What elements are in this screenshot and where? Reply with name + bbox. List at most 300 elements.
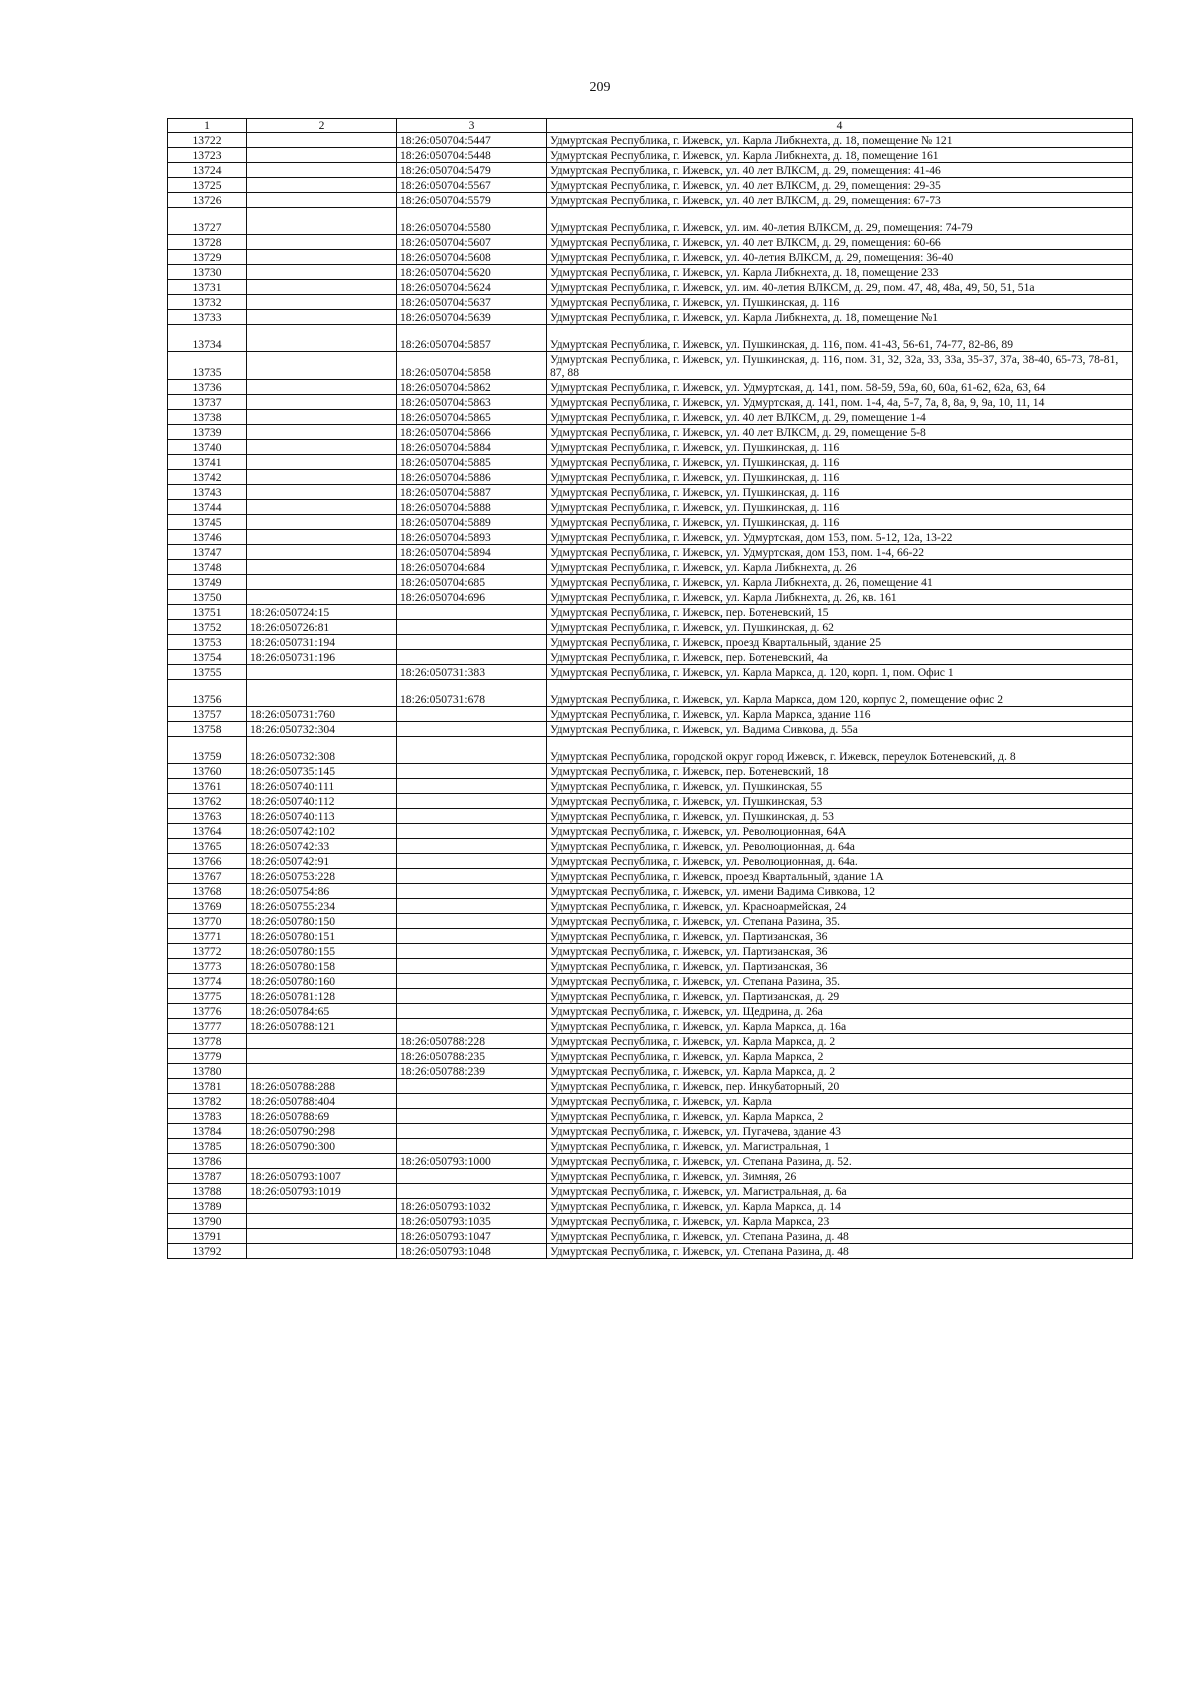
address-cell: Удмуртская Республика, г. Ижевск, ул. Карла Маркса, 2 <box>547 1049 1133 1064</box>
row-number-cell: 13762 <box>168 794 247 809</box>
cadastral-number-cell: 18:26:050704:685 <box>397 575 547 590</box>
table-row <box>168 325 1133 352</box>
cadastral-number-cell <box>397 914 547 929</box>
cadastral-number-cell <box>397 1169 547 1184</box>
address-cell: Удмуртская Республика, г. Ижевск, ул. Щедрина, д. 26а <box>547 1004 1133 1019</box>
row-number-cell: 13757 <box>168 707 247 722</box>
address-cell: Удмуртская Республика, г. Ижевск, ул. им. 40-летия ВЛКСМ, д. 29, пом. 47, 48, 48а, 49, 50, 51, 51а <box>547 280 1133 295</box>
row-number-cell: 13743 <box>168 485 247 500</box>
cadastral-number-cell: 18:26:050793:1032 <box>397 1199 547 1214</box>
row-number-cell: 13744 <box>168 500 247 515</box>
row-number-cell: 13724 <box>168 163 247 178</box>
row-number-cell: 13741 <box>168 455 247 470</box>
row-number-cell: 13735 <box>168 352 247 380</box>
address-cell: Удмуртская Республика, г. Ижевск, ул. 40 лет ВЛКСМ, д. 29, помещения: 41-46 <box>547 163 1133 178</box>
row-number-cell: 13778 <box>168 1034 247 1049</box>
cadastral-number-cell <box>397 839 547 854</box>
table-row <box>168 944 1133 959</box>
address-cell: Удмуртская Республика, г. Ижевск, ул. 40 лет ВЛКСМ, д. 29, помещение 1-4 <box>547 410 1133 425</box>
cadastral-number-cell <box>247 680 397 707</box>
cadastral-number-cell: 18:26:050788:235 <box>397 1049 547 1064</box>
column-header: 2 <box>247 119 397 133</box>
cadastral-number-cell: 18:26:050704:5580 <box>397 208 547 235</box>
cadastral-number-cell: 18:26:050704:5887 <box>397 485 547 500</box>
row-number-cell: 13731 <box>168 280 247 295</box>
cadastral-number-cell: 18:26:050704:696 <box>397 590 547 605</box>
row-number-cell: 13781 <box>168 1079 247 1094</box>
address-cell: Удмуртская Республика, г. Ижевск, ул. Пушкинская, д. 116 <box>547 470 1133 485</box>
table-row <box>168 440 1133 455</box>
row-number-cell: 13776 <box>168 1004 247 1019</box>
row-number-cell: 13730 <box>168 265 247 280</box>
row-number-cell: 13787 <box>168 1169 247 1184</box>
address-cell: Удмуртская Республика, г. Ижевск, ул. 40 лет ВЛКСМ, д. 29, помещения: 67-73 <box>547 193 1133 208</box>
address-cell: Удмуртская Республика, г. Ижевск, ул. Пушкинская, д. 116 <box>547 440 1133 455</box>
cadastral-number-cell: 18:26:050704:5639 <box>397 310 547 325</box>
table-row <box>168 707 1133 722</box>
address-cell: Удмуртская Республика, г. Ижевск, ул. Партизанская, 36 <box>547 959 1133 974</box>
table-body <box>168 133 1133 1259</box>
row-number-cell: 13725 <box>168 178 247 193</box>
cadastral-number-cell <box>397 737 547 764</box>
address-cell: Удмуртская Республика, г. Ижевск, ул. Карла <box>547 1094 1133 1109</box>
table-row <box>168 914 1133 929</box>
row-number-cell: 13754 <box>168 650 247 665</box>
row-number-cell: 13785 <box>168 1139 247 1154</box>
cadastral-number-cell <box>247 560 397 575</box>
table-row <box>168 1184 1133 1199</box>
cadastral-number-cell <box>247 500 397 515</box>
cadastral-number-cell <box>397 650 547 665</box>
row-number-cell: 13739 <box>168 425 247 440</box>
cadastral-number-cell: 18:26:050788:228 <box>397 1034 547 1049</box>
cadastral-number-cell: 18:26:050755:234 <box>247 899 397 914</box>
cadastral-number-cell <box>247 485 397 500</box>
address-cell: Удмуртская Республика, г. Ижевск, ул. Пушкинская, 53 <box>547 794 1133 809</box>
cadastral-number-cell <box>397 809 547 824</box>
table-row <box>168 1109 1133 1124</box>
table-row <box>168 485 1133 500</box>
address-cell: Удмуртская Республика, г. Ижевск, ул. Степана Разина, 35. <box>547 914 1133 929</box>
address-cell: Удмуртская Республика, г. Ижевск, ул. Карла Маркса, д. 2 <box>547 1034 1133 1049</box>
address-cell: Удмуртская Республика, г. Ижевск, ул. Степана Разина, д. 52. <box>547 1154 1133 1169</box>
address-cell: Удмуртская Республика, г. Ижевск, ул. Степана Разина, 35. <box>547 974 1133 989</box>
row-number-cell: 13734 <box>168 325 247 352</box>
address-cell: Удмуртская Республика, г. Ижевск, ул. им. 40-летия ВЛКСМ, д. 29, помещения: 74-79 <box>547 208 1133 235</box>
cadastral-number-cell <box>247 1229 397 1244</box>
cadastral-number-cell: 18:26:050704:5894 <box>397 545 547 560</box>
row-number-cell: 13770 <box>168 914 247 929</box>
cadastral-number-cell <box>247 470 397 485</box>
address-cell: Удмуртская Республика, г. Ижевск, ул. Карла Маркса, д. 120, корп. 1, пом. Офис 1 <box>547 665 1133 680</box>
row-number-cell: 13777 <box>168 1019 247 1034</box>
cadastral-number-cell: 18:26:050704:5863 <box>397 395 547 410</box>
address-cell: Удмуртская Республика, г. Ижевск, ул. Карла Маркса, д. 14 <box>547 1199 1133 1214</box>
page-number: 209 <box>589 80 611 95</box>
address-cell: Удмуртская Республика, г. Ижевск, ул. Карла Либкнехта, д. 26 <box>547 560 1133 575</box>
row-number-cell: 13782 <box>168 1094 247 1109</box>
cadastral-number-cell <box>397 779 547 794</box>
table-row <box>168 265 1133 280</box>
table-row <box>168 1139 1133 1154</box>
address-cell: Удмуртская Республика, г. Ижевск, ул. Революционная, д. 64а <box>547 839 1133 854</box>
row-number-cell: 13752 <box>168 620 247 635</box>
cadastral-number-cell: 18:26:050788:121 <box>247 1019 397 1034</box>
row-number-cell: 13790 <box>168 1214 247 1229</box>
address-cell: Удмуртская Республика, г. Ижевск, ул. Степана Разина, д. 48 <box>547 1244 1133 1259</box>
table-row <box>168 470 1133 485</box>
row-number-cell: 13789 <box>168 1199 247 1214</box>
table-row <box>168 380 1133 395</box>
cadastral-number-cell <box>397 884 547 899</box>
cadastral-number-cell: 18:26:050788:239 <box>397 1064 547 1079</box>
row-number-cell: 13786 <box>168 1154 247 1169</box>
cadastral-number-cell <box>247 440 397 455</box>
address-cell: Удмуртская Республика, г. Ижевск, ул. 40 лет ВЛКСМ, д. 29, помещение 5-8 <box>547 425 1133 440</box>
row-number-cell: 13792 <box>168 1244 247 1259</box>
cadastral-number-cell: 18:26:050704:5884 <box>397 440 547 455</box>
row-number-cell: 13751 <box>168 605 247 620</box>
row-number-cell: 13774 <box>168 974 247 989</box>
table-row <box>168 590 1133 605</box>
row-number-cell: 13723 <box>168 148 247 163</box>
table-row <box>168 575 1133 590</box>
table-row <box>168 310 1133 325</box>
cadastral-number-cell <box>397 1184 547 1199</box>
address-cell: Удмуртская Республика, г. Ижевск, ул. Магистральная, 1 <box>547 1139 1133 1154</box>
cadastral-number-cell: 18:26:050740:112 <box>247 794 397 809</box>
cadastral-number-cell: 18:26:050704:5889 <box>397 515 547 530</box>
cadastral-number-cell: 18:26:050788:69 <box>247 1109 397 1124</box>
cadastral-number-cell <box>247 163 397 178</box>
cadastral-number-cell: 18:26:050784:65 <box>247 1004 397 1019</box>
address-cell: Удмуртская Республика, г. Ижевск, ул. Пугачева, здание 43 <box>547 1124 1133 1139</box>
row-number-cell: 13728 <box>168 235 247 250</box>
row-number-cell: 13756 <box>168 680 247 707</box>
table-row <box>168 410 1133 425</box>
cadastral-number-cell <box>247 352 397 380</box>
address-cell: Удмуртская Республика, г. Ижевск, ул. Партизанская, 36 <box>547 944 1133 959</box>
address-cell: Удмуртская Республика, г. Ижевск, ул. Революционная, д. 64а. <box>547 854 1133 869</box>
cadastral-number-cell: 18:26:050704:684 <box>397 560 547 575</box>
address-cell: Удмуртская Республика, г. Ижевск, ул. Пушкинская, д. 53 <box>547 809 1133 824</box>
cadastral-number-cell <box>247 1244 397 1259</box>
cadastral-number-cell <box>247 410 397 425</box>
cadastral-number-cell <box>397 722 547 737</box>
row-number-cell: 13732 <box>168 295 247 310</box>
cadastral-number-cell: 18:26:050704:5862 <box>397 380 547 395</box>
table-row <box>168 605 1133 620</box>
table-row <box>168 1094 1133 1109</box>
cadastral-number-cell <box>247 1214 397 1229</box>
table-row <box>168 665 1133 680</box>
address-cell: Удмуртская Республика, г. Ижевск, пер. Инкубаторный, 20 <box>547 1079 1133 1094</box>
cadastral-number-cell: 18:26:050704:5447 <box>397 133 547 148</box>
row-number-cell: 13749 <box>168 575 247 590</box>
cadastral-number-cell: 18:26:050704:5857 <box>397 325 547 352</box>
cadastral-number-cell: 18:26:050704:5479 <box>397 163 547 178</box>
row-number-cell: 13769 <box>168 899 247 914</box>
address-cell: Удмуртская Республика, г. Ижевск, ул. Удмуртская, дом 153, пом. 1-4, 66-22 <box>547 545 1133 560</box>
row-number-cell: 13791 <box>168 1229 247 1244</box>
cadastral-number-cell: 18:26:050780:155 <box>247 944 397 959</box>
row-number-cell: 13737 <box>168 395 247 410</box>
table-row <box>168 1049 1133 1064</box>
table-row <box>168 395 1133 410</box>
table-row <box>168 1199 1133 1214</box>
table-row <box>168 722 1133 737</box>
cadastral-number-cell <box>397 635 547 650</box>
address-cell: Удмуртская Республика, г. Ижевск, ул. Карла Либкнехта, д. 18, помещение 161 <box>547 148 1133 163</box>
cadastral-number-cell <box>247 455 397 470</box>
cadastral-number-cell <box>397 764 547 779</box>
table-row <box>168 635 1133 650</box>
cadastral-number-cell <box>397 974 547 989</box>
cadastral-number-cell: 18:26:050732:308 <box>247 737 397 764</box>
table-row <box>168 680 1133 707</box>
cadastral-number-cell: 18:26:050704:5607 <box>397 235 547 250</box>
cadastral-number-cell <box>397 794 547 809</box>
table-row <box>168 545 1133 560</box>
table-row <box>168 133 1133 148</box>
cadastral-number-cell <box>397 1139 547 1154</box>
cadastral-number-cell: 18:26:050732:304 <box>247 722 397 737</box>
address-cell: Удмуртская Республика, г. Ижевск, ул. Карла Маркса, здание 116 <box>547 707 1133 722</box>
table-row <box>168 500 1133 515</box>
cadastral-number-cell <box>247 295 397 310</box>
cadastral-number-cell <box>247 148 397 163</box>
row-number-cell: 13788 <box>168 1184 247 1199</box>
row-number-cell: 13779 <box>168 1049 247 1064</box>
cadastral-number-cell <box>247 380 397 395</box>
table-row <box>168 854 1133 869</box>
cadastral-number-cell <box>247 425 397 440</box>
cadastral-number-cell: 18:26:050704:5567 <box>397 178 547 193</box>
table-row <box>168 779 1133 794</box>
table-row <box>168 280 1133 295</box>
cadastral-number-cell: 18:26:050740:113 <box>247 809 397 824</box>
row-number-cell: 13783 <box>168 1109 247 1124</box>
table-row <box>168 1214 1133 1229</box>
address-cell: Удмуртская Республика, г. Ижевск, ул. Степана Разина, д. 48 <box>547 1229 1133 1244</box>
cadastral-number-cell: 18:26:050793:1047 <box>397 1229 547 1244</box>
cadastral-number-cell <box>247 1049 397 1064</box>
row-number-cell: 13765 <box>168 839 247 854</box>
row-number-cell: 13772 <box>168 944 247 959</box>
address-cell: Удмуртская Республика, г. Ижевск, ул. Революционная, 64А <box>547 824 1133 839</box>
cadastral-number-cell <box>397 1079 547 1094</box>
address-cell: Удмуртская Республика, г. Ижевск, ул. Пушкинская, д. 116 <box>547 485 1133 500</box>
cadastral-number-cell: 18:26:050780:160 <box>247 974 397 989</box>
table-row <box>168 650 1133 665</box>
header-row <box>168 119 1133 133</box>
address-cell: Удмуртская Республика, г. Ижевск, ул. Пушкинская, д. 116, пом. 41-43, 56-61, 74-77, 82-86, 89 <box>547 325 1133 352</box>
cadastral-number-cell: 18:26:050704:5608 <box>397 250 547 265</box>
cadastral-number-cell: 18:26:050704:5448 <box>397 148 547 163</box>
table-row <box>168 295 1133 310</box>
address-cell: Удмуртская Республика, г. Ижевск, ул. Карла Либкнехта, д. 18, помещение № 121 <box>547 133 1133 148</box>
row-number-cell: 13761 <box>168 779 247 794</box>
table-row <box>168 208 1133 235</box>
address-cell: Удмуртская Республика, г. Ижевск, ул. Карла Маркса, д. 16а <box>547 1019 1133 1034</box>
cadastral-number-cell <box>247 1064 397 1079</box>
cadastral-number-cell: 18:26:050788:288 <box>247 1079 397 1094</box>
table-row <box>168 1079 1133 1094</box>
row-number-cell: 13738 <box>168 410 247 425</box>
cadastral-number-cell: 18:26:050780:150 <box>247 914 397 929</box>
table-row <box>168 1004 1133 1019</box>
row-number-cell: 13750 <box>168 590 247 605</box>
address-cell: Удмуртская Республика, г. Ижевск, ул. Карла Либкнехта, д. 18, помещение №1 <box>547 310 1133 325</box>
table-row <box>168 235 1133 250</box>
cadastral-number-cell: 18:26:050742:102 <box>247 824 397 839</box>
cadastral-number-cell <box>247 395 397 410</box>
cadastral-number-cell: 18:26:050790:298 <box>247 1124 397 1139</box>
table-row <box>168 824 1133 839</box>
table-row <box>168 1019 1133 1034</box>
cadastral-number-cell <box>397 1109 547 1124</box>
cadastral-number-cell <box>397 1124 547 1139</box>
address-cell: Удмуртская Республика, г. Ижевск, ул. Карла Либкнехта, д. 26, помещение 41 <box>547 575 1133 590</box>
cadastral-number-cell <box>247 193 397 208</box>
cadastral-number-cell: 18:26:050731:196 <box>247 650 397 665</box>
cadastral-number-cell <box>397 605 547 620</box>
cadastral-number-cell <box>397 1004 547 1019</box>
table-row <box>168 178 1133 193</box>
address-cell: Удмуртская Республика, г. Ижевск, пер. Ботеневский, 18 <box>547 764 1133 779</box>
cadastral-number-cell <box>247 310 397 325</box>
table-row <box>168 1244 1133 1259</box>
row-number-cell: 13771 <box>168 929 247 944</box>
table-row <box>168 1064 1133 1079</box>
address-cell: Удмуртская Республика, г. Ижевск, ул. 40-летия ВЛКСМ, д. 29, помещения: 36-40 <box>547 250 1133 265</box>
cadastral-number-cell: 18:26:050780:151 <box>247 929 397 944</box>
row-number-cell: 13729 <box>168 250 247 265</box>
address-cell: Удмуртская Республика, г. Ижевск, ул. имени Вадима Сивкова, 12 <box>547 884 1133 899</box>
column-header: 1 <box>168 119 247 133</box>
column-header: 4 <box>547 119 1133 133</box>
cadastral-number-cell: 18:26:050731:194 <box>247 635 397 650</box>
address-cell: Удмуртская Республика, г. Ижевск, ул. Карла Либкнехта, д. 18, помещение 233 <box>547 265 1133 280</box>
cadastral-number-cell: 18:26:050731:760 <box>247 707 397 722</box>
cadastral-number-cell: 18:26:050754:86 <box>247 884 397 899</box>
cadastral-number-cell: 18:26:050735:145 <box>247 764 397 779</box>
cadastral-number-cell: 18:26:050704:5637 <box>397 295 547 310</box>
row-number-cell: 13767 <box>168 869 247 884</box>
cadastral-number-cell <box>247 1154 397 1169</box>
table-row <box>168 899 1133 914</box>
cadastral-number-cell <box>397 959 547 974</box>
cadastral-number-cell <box>247 530 397 545</box>
table-row <box>168 764 1133 779</box>
row-number-cell: 13727 <box>168 208 247 235</box>
cadastral-number-cell <box>397 899 547 914</box>
row-number-cell: 13726 <box>168 193 247 208</box>
cadastral-number-cell: 18:26:050788:404 <box>247 1094 397 1109</box>
cadastral-number-cell: 18:26:050742:91 <box>247 854 397 869</box>
row-number-cell: 13768 <box>168 884 247 899</box>
table-row <box>168 959 1133 974</box>
address-cell: Удмуртская Республика, г. Ижевск, ул. Карла Маркса, 23 <box>547 1214 1133 1229</box>
table-row <box>168 530 1133 545</box>
address-cell: Удмуртская Республика, городской округ город Ижевск, г. Ижевск, переулок Ботеневский, д. 8 <box>547 737 1133 764</box>
address-cell: Удмуртская Республика, г. Ижевск, ул. Пушкинская, д. 116 <box>547 515 1133 530</box>
cadastral-number-cell: 18:26:050704:5858 <box>397 352 547 380</box>
cadastral-number-cell <box>247 280 397 295</box>
cadastral-number-cell <box>247 250 397 265</box>
table-row <box>168 839 1133 854</box>
row-number-cell: 13758 <box>168 722 247 737</box>
cadastral-number-cell <box>247 265 397 280</box>
row-number-cell: 13759 <box>168 737 247 764</box>
row-number-cell: 13736 <box>168 380 247 395</box>
cadastral-number-cell: 18:26:050731:678 <box>397 680 547 707</box>
row-number-cell: 13766 <box>168 854 247 869</box>
table-row <box>168 929 1133 944</box>
cadastral-number-cell <box>397 854 547 869</box>
cadastral-number-cell: 18:26:050793:1035 <box>397 1214 547 1229</box>
cadastral-number-cell <box>247 575 397 590</box>
cadastral-number-cell: 18:26:050753:228 <box>247 869 397 884</box>
address-cell: Удмуртская Республика, г. Ижевск, проезд Квартальный, здание 1А <box>547 869 1133 884</box>
row-number-cell: 13760 <box>168 764 247 779</box>
cadastral-number-cell: 18:26:050704:5885 <box>397 455 547 470</box>
table-row <box>168 809 1133 824</box>
row-number-cell: 13773 <box>168 959 247 974</box>
row-number-cell: 13780 <box>168 1064 247 1079</box>
address-cell: Удмуртская Республика, г. Ижевск, пер. Ботеневский, 15 <box>547 605 1133 620</box>
table-row <box>168 1169 1133 1184</box>
table-row <box>168 515 1133 530</box>
address-cell: Удмуртская Республика, г. Ижевск, ул. Зимняя, 26 <box>547 1169 1133 1184</box>
row-number-cell: 13753 <box>168 635 247 650</box>
address-cell: Удмуртская Республика, г. Ижевск, ул. Карла Маркса, 2 <box>547 1109 1133 1124</box>
cadastral-number-cell: 18:26:050704:5886 <box>397 470 547 485</box>
table-row <box>168 1124 1133 1139</box>
row-number-cell: 13745 <box>168 515 247 530</box>
table-row <box>168 560 1133 575</box>
address-cell: Удмуртская Республика, г. Ижевск, ул. Пушкинская, 55 <box>547 779 1133 794</box>
registry-table <box>167 118 1133 1259</box>
row-number-cell: 13722 <box>168 133 247 148</box>
address-cell: Удмуртская Республика, г. Ижевск, ул. Пушкинская, д. 116 <box>547 455 1133 470</box>
cadastral-number-cell: 18:26:050704:5579 <box>397 193 547 208</box>
table-row <box>168 989 1133 1004</box>
table-row <box>168 455 1133 470</box>
cadastral-number-cell: 18:26:050704:5893 <box>397 530 547 545</box>
cadastral-number-cell <box>247 545 397 560</box>
cadastral-number-cell: 18:26:050731:383 <box>397 665 547 680</box>
cadastral-number-cell <box>397 869 547 884</box>
table-row <box>168 250 1133 265</box>
address-cell: Удмуртская Республика, г. Ижевск, ул. 40 лет ВЛКСМ, д. 29, помещения: 29-35 <box>547 178 1133 193</box>
address-cell: Удмуртская Республика, г. Ижевск, ул. Партизанская, д. 29 <box>547 989 1133 1004</box>
cadastral-number-cell: 18:26:050793:1007 <box>247 1169 397 1184</box>
table-row <box>168 884 1133 899</box>
address-cell: Удмуртская Республика, г. Ижевск, ул. Пушкинская, д. 62 <box>547 620 1133 635</box>
cadastral-number-cell: 18:26:050790:300 <box>247 1139 397 1154</box>
address-cell: Удмуртская Республика, г. Ижевск, проезд Квартальный, здание 25 <box>547 635 1133 650</box>
cadastral-number-cell: 18:26:050704:5888 <box>397 500 547 515</box>
cadastral-number-cell: 18:26:050704:5866 <box>397 425 547 440</box>
cadastral-number-cell <box>247 133 397 148</box>
cadastral-number-cell: 18:26:050781:128 <box>247 989 397 1004</box>
cadastral-number-cell <box>247 325 397 352</box>
row-number-cell: 13733 <box>168 310 247 325</box>
cadastral-number-cell: 18:26:050793:1019 <box>247 1184 397 1199</box>
cadastral-number-cell <box>397 824 547 839</box>
cadastral-number-cell <box>397 989 547 1004</box>
